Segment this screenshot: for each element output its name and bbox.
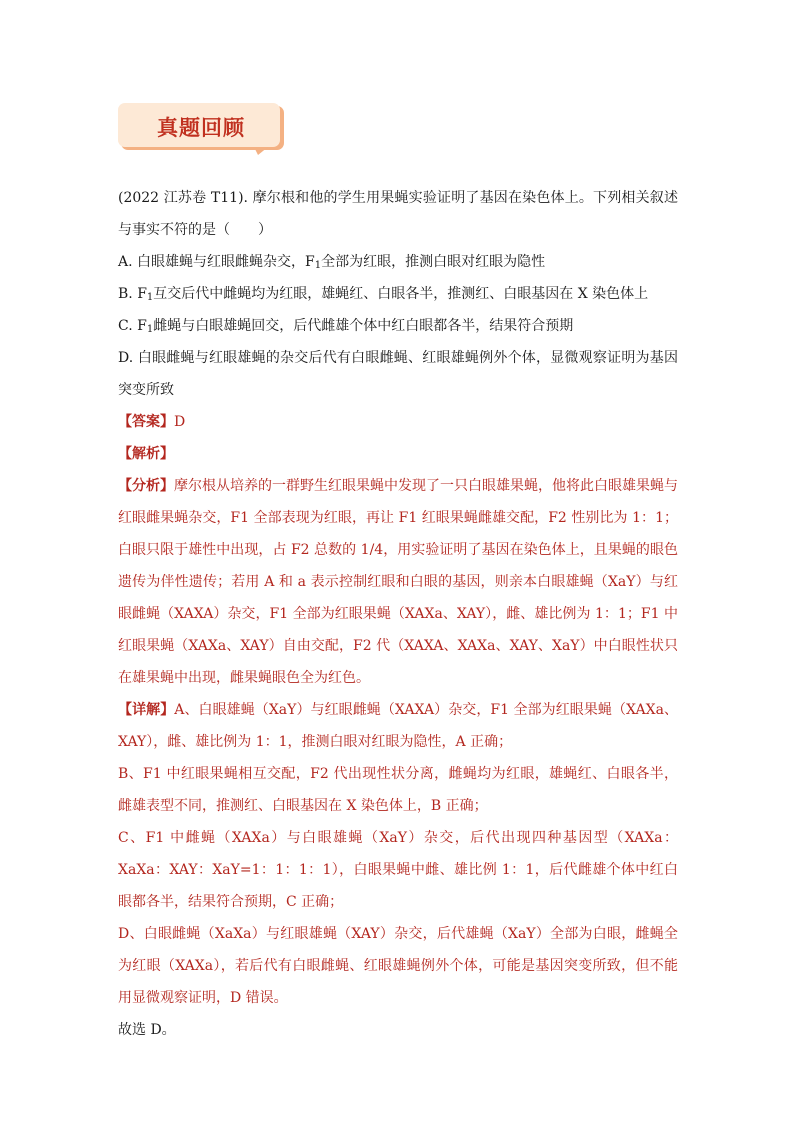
answer-line: [118, 406, 678, 438]
option-a-subscript: 1: [314, 260, 322, 271]
xiangjie-label: 【详解】: [118, 702, 175, 718]
option-c-subscript: 1: [146, 324, 154, 335]
xiangjie-b: B、F1 中红眼果蝇相互交配，F2 代出现性状分离，雌蝇均为红眼，雄蝇红、白眼各半，雌雄表型不同，推测红、白眼基因在 X 染色体上，B 正确；: [118, 766, 678, 814]
xiangjie-a-text: A、白眼雄蝇（XaY）与红眼雌蝇（XAXA）杂交，F1 全部为红眼果蝇（XAXa、XAY），雌、雄比例为 1：1，推测白眼对红眼为隐性，A 正确；: [118, 702, 678, 750]
option-c-text: C. F: [118, 318, 147, 334]
xiangjie-c: C、F1 中雌蝇（XAXa）与白眼雄蝇（XaY）杂交，后代出现四种基因型（XAXa：XaXa：XAY：XaY=1：1：1：1），白眼果蝇中雌、雄比例 1：1，后代雌雄个体中红白眼都各半，结果符合预期，C 正确；: [118, 830, 678, 910]
option-d: D. 白眼雌蝇与红眼雄蝇的杂交后代有白眼雌蝇、红眼雄蝇例外个体，显微观察证明为基因突变所致: [118, 350, 678, 398]
conclusion: 故选 D。: [118, 1022, 176, 1038]
answer-label: 【答案】: [118, 414, 174, 430]
section-banner: [118, 103, 284, 155]
option-b-subscript: 1: [146, 292, 154, 303]
option-a-text-rest: 全部为红眼，推测白眼对红眼为隐性: [321, 254, 546, 270]
xiangjie-d: D、白眼雌蝇（XaXa）与红眼雄蝇（XAY）杂交，后代雄蝇（XaY）全部为白眼，雌蝇全为红眼（XAXa），若后代有白眼雌蝇、红眼雄蝇例外个体，可能是基因突变所致，但不能用显微观察证明，D 错误。: [118, 926, 678, 1006]
option-b-text: B. F: [118, 286, 147, 302]
option-a: [118, 246, 678, 278]
option-b: [118, 278, 678, 310]
analysis-fenxi: [118, 470, 678, 694]
question-stem: (2022 江苏卷 T11). 摩尔根和他的学生用果蝇实验证明了基因在染色体上。下列相关叙述与事实不符的是（ ）: [118, 190, 678, 238]
fenxi-label: 【分析】: [118, 478, 174, 494]
option-a-text: A. 白眼雄蝇与红眼雌蝇杂交，F: [118, 254, 315, 270]
analysis-label: 【解析】: [118, 446, 174, 462]
option-c: [118, 310, 678, 342]
answer-value: D: [174, 414, 186, 430]
fenxi-text: 摩尔根从培养的一群野生红眼果蝇中发现了一只白眼雄果蝇，他将此白眼雄果蝇与红眼雌果蝇杂交，F1 全部表现为红眼，再让 F1 红眼果蝇雌雄交配，F2 性别比为 1：1；白眼只限于雄性中出现，占 F2 总数的 1/4，用实验证明了基因在染色体上，且果蝇的眼色遗传为伴性遗传；若用 A 和 a 表示控制红眼和白眼的基因，则亲本白眼雄蝇（XaY）与红眼雌蝇（XAXA）杂交，F1 全部为红眼果蝇（XAXa、XAY），雌、雄比例为 1：1；F1 中红眼果蝇（XAXa、XAY）自由交配，F2 代（XAXA、XAXa、XAY、XaY）中白眼性状只在雄果蝇中出现，雌果蝇眼色全为红色。: [118, 478, 678, 686]
xiangjie-a: [118, 694, 678, 758]
question-content: [118, 182, 678, 1046]
option-b-text-rest: 互交后代中雌蝇均为红眼，雄蝇红、白眼各半，推测红、白眼基因在 X 染色体上: [153, 286, 649, 302]
option-c-text-rest: 雌蝇与白眼雄蝇回交，后代雌雄个体中红白眼都各半，结果符合预期: [153, 318, 574, 334]
banner-title: 真题回顾: [157, 116, 245, 140]
